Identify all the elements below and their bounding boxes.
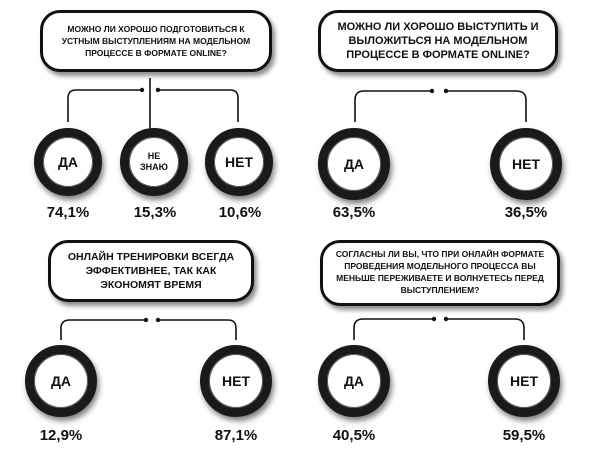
percent-yes-4: 40,5% bbox=[332, 427, 376, 444]
percent-dontknow-1: 15,3% bbox=[133, 204, 177, 221]
answer-circle-yes-1 bbox=[34, 128, 102, 196]
percent-yes-1: 74,1% bbox=[46, 204, 90, 221]
connector-2-left bbox=[355, 91, 432, 122]
connector-1-dot-left bbox=[140, 88, 144, 92]
percent-no-4: 59,5% bbox=[502, 427, 546, 444]
answer-circle-dontknow-1 bbox=[120, 128, 188, 196]
question-bubble-4 bbox=[320, 240, 560, 306]
percent-no-2: 36,5% bbox=[504, 204, 548, 221]
percent-no-3: 87,1% bbox=[214, 427, 258, 444]
answer-label-no-4: НЕТ bbox=[510, 373, 538, 389]
connector-4-right bbox=[446, 319, 524, 340]
connector-1-right bbox=[158, 90, 238, 122]
answer-label-yes-3: ДА bbox=[50, 373, 72, 389]
connector-1-left bbox=[68, 90, 142, 122]
connector-3-left bbox=[61, 320, 146, 340]
connector-3-right bbox=[158, 320, 236, 340]
connector-2-dot-right bbox=[444, 89, 448, 93]
answer-label-yes-4: ДА bbox=[343, 373, 365, 389]
answer-label-yes-1: ДА bbox=[57, 154, 79, 170]
answer-circle-yes-2 bbox=[318, 128, 390, 200]
connector-4-dot-left bbox=[432, 317, 436, 321]
answer-circle-no-1 bbox=[205, 128, 273, 196]
answer-label-dontknow-1: НЕ ЗНАЮ bbox=[140, 151, 168, 172]
answer-circle-yes-4 bbox=[318, 345, 390, 417]
answer-circle-no-4 bbox=[488, 345, 560, 417]
question-text-2: МОЖНО ЛИ ХОРОШО ВЫСТУПИТЬ И ВЫЛОЖИТЬСЯ НА МОДЕЛЬНОМ ПРОЦЕССЕ В ФОРМАТЕ ONLINE? bbox=[337, 20, 539, 62]
connector-3-dot-right bbox=[156, 318, 160, 322]
percent-yes-2: 63,5% bbox=[332, 204, 376, 221]
question-text-4: СОГЛАСНЫ ЛИ ВЫ, ЧТО ПРИ ОНЛАЙН ФОРМАТЕ ПРОВЕДЕНИЯ МОДЕЛЬНОГО ПРОЦЕССА ВЫ МЕНЬШЕ ПЕРЕЖИВАЕТЕ И ВОЛНУЕТЕСЬ ПЕРЕД ВЫСТУПЛЕНИЕМ? bbox=[335, 249, 545, 295]
connector-4-dot-right bbox=[444, 317, 448, 321]
percent-no-1: 10,6% bbox=[218, 204, 262, 221]
percent-yes-3: 12,9% bbox=[39, 427, 83, 444]
question-bubble-2 bbox=[318, 10, 558, 72]
question-text-3: ОНЛАЙН ТРЕНИРОВКИ ВСЕГДА ЭФФЕКТИВНЕЕ, ТАК КАК ЭКОНОМЯТ ВРЕМЯ bbox=[67, 250, 235, 292]
answer-label-no-3: НЕТ bbox=[222, 373, 250, 389]
connector-2-right bbox=[446, 91, 526, 122]
question-text-1: МОЖНО ЛИ ХОРОШО ПОДГОТОВИТЬСЯ К УСТНЫМ ВЫСТУПЛЕНИЯМ НА МОДЕЛЬНОМ ПРОЦЕССЕ В ФОРМАТЕ ONLINE? bbox=[61, 23, 251, 59]
answer-circle-no-3 bbox=[200, 345, 272, 417]
answer-circle-yes-3 bbox=[25, 345, 97, 417]
answer-label-yes-2: ДА bbox=[343, 156, 365, 172]
connector-4-left bbox=[354, 319, 434, 340]
question-bubble-3 bbox=[48, 240, 254, 302]
connector-2-dot-left bbox=[430, 89, 434, 93]
answer-label-no-1: НЕТ bbox=[225, 154, 253, 170]
answer-label-no-2: НЕТ bbox=[512, 156, 540, 172]
answer-circle-no-2 bbox=[490, 128, 562, 200]
question-bubble-1 bbox=[40, 10, 272, 72]
connector-3-dot-left bbox=[144, 318, 148, 322]
connector-1-dot-right bbox=[156, 88, 160, 92]
